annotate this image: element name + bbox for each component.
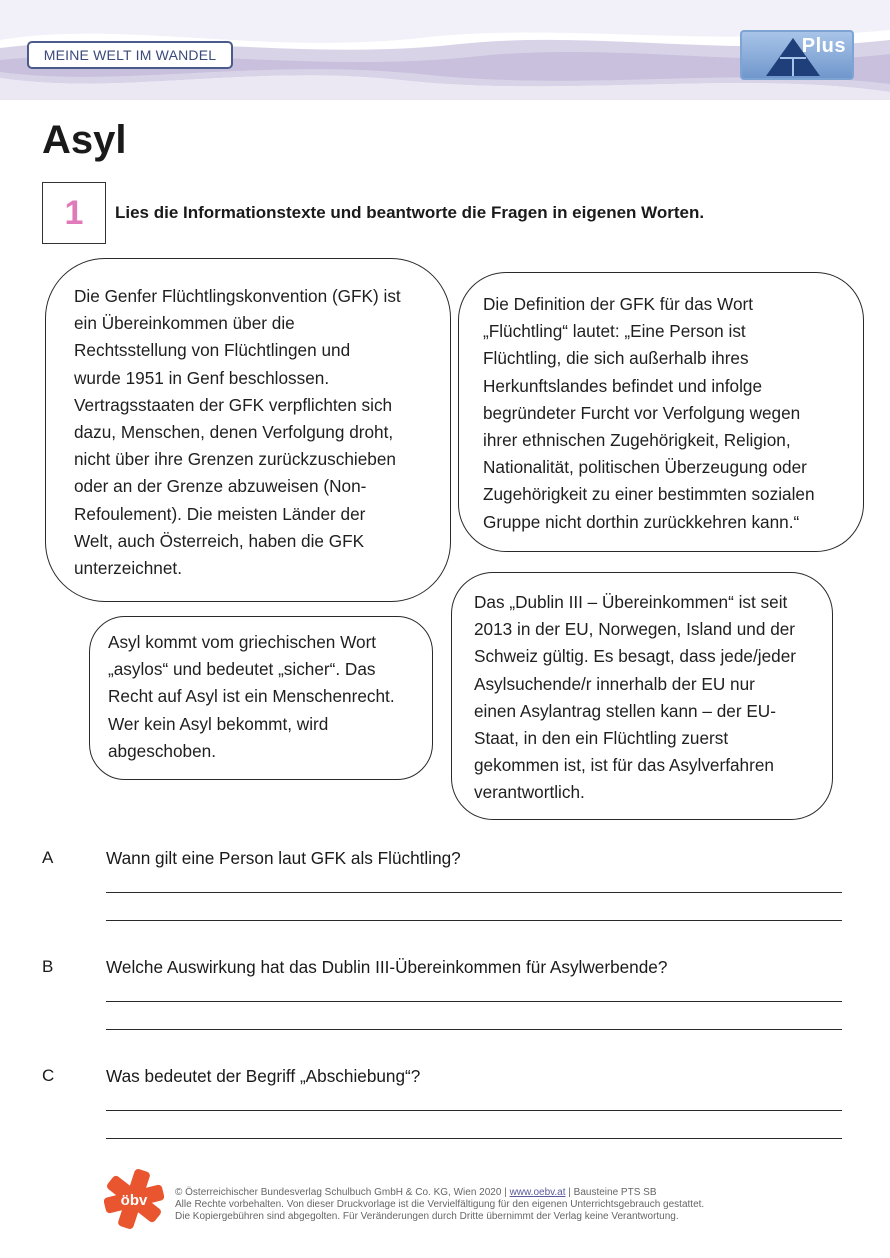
- answer-line[interactable]: [106, 920, 842, 921]
- text-line: Die Definition der GFK für das Wort: [483, 294, 754, 314]
- answer-line[interactable]: [106, 1001, 842, 1002]
- text-line: Wer kein Asyl bekommt, wird: [108, 713, 329, 734]
- series-reference: | Bausteine PTS SB: [568, 1187, 657, 1198]
- text-line: Recht auf Asyl ist ein Menschenrecht.: [108, 686, 395, 707]
- publisher-link[interactable]: www.oebv.at: [509, 1187, 566, 1198]
- text-line: Vertragsstaaten der GFK verpflichten sich: [74, 394, 393, 415]
- info-box-gfk: [45, 258, 451, 602]
- text-line: ihrer ethnischen Zugehörigkeit, Religion,: [483, 430, 791, 451]
- text-line: „Flüchtling“ lautet: „Eine Person ist: [483, 321, 746, 342]
- task-instruction: Lies die Informationstexte und beantworte die Fragen in eigenen Worten.: [115, 203, 705, 222]
- text-line: ein Übereinkommen über die: [74, 313, 295, 334]
- text-line: nicht über ihre Grenzen zurückzuschieben: [74, 449, 396, 470]
- info-box-dublin: [451, 572, 833, 820]
- text-line: Schweiz gültig. Es besagt, dass jede/jeder: [474, 646, 796, 667]
- header-banner: [0, 0, 890, 100]
- footer: [0, 1165, 890, 1245]
- question-letter: A: [42, 848, 54, 867]
- answer-line[interactable]: [106, 1029, 842, 1030]
- text-line: unterzeichnet.: [74, 558, 182, 579]
- text-line: Asyl kommt vom griechischen Wort: [108, 632, 377, 652]
- text-line: Staat, in den ein Flüchtling zuerst: [474, 728, 729, 749]
- text-line: Flüchtling, die sich außerhalb ihres: [483, 348, 749, 369]
- text-line: verantwortlich.: [474, 782, 585, 803]
- text-line: Asylsuchende/r innerhalb der EU nur: [474, 673, 755, 694]
- copyright-line-1: [175, 1187, 704, 1199]
- plus-badge: [740, 30, 854, 80]
- logo-text: öbv: [120, 1192, 148, 1209]
- info-box-asyl: [89, 616, 433, 780]
- text-line: Die Genfer Flüchtlingskonvention (GFK) ist: [74, 286, 401, 306]
- text-line: 2013 in der EU, Norwegen, Island und der: [474, 619, 796, 640]
- text-line: Das „Dublin III – Übereinkommen“ ist seit: [474, 592, 788, 612]
- text-line: gekommen ist, ist für das Asylverfahren: [474, 755, 774, 776]
- copyright-text: © Österreichischer Bundesverlag Schulbuch GmbH & Co. KG, Wien 2020 |: [175, 1187, 507, 1198]
- answer-line[interactable]: [106, 892, 842, 893]
- copyright-notice: [175, 1187, 704, 1223]
- question-letter: B: [42, 957, 54, 976]
- info-box-definition: [458, 272, 864, 552]
- answer-line[interactable]: [106, 1110, 842, 1111]
- text-line: wurde 1951 in Genf beschlossen.: [74, 367, 330, 388]
- text-line: Refoulement). Die meisten Länder der: [74, 503, 366, 524]
- text-line: oder an der Grenze abzuweisen (Non-: [74, 476, 367, 497]
- text-line: Nationalität, politischen Überzeugung oder: [483, 457, 807, 478]
- oebv-logo: [104, 1167, 164, 1231]
- plus-badge-label: Plus: [801, 35, 846, 57]
- text-line: Gruppe nicht dorthin zurückkehren kann.“: [483, 511, 800, 532]
- text-line: Rechtsstellung von Flüchtlingen und: [74, 340, 351, 361]
- copyright-line-3: Die Kopiergebühren sind abgegolten. Für Veränderungen durch Dritte übernimmt der Verlag keine Verantwortung.: [175, 1211, 679, 1222]
- text-line: abgeschoben.: [108, 740, 216, 761]
- text-line: Welt, auch Österreich, haben die GFK: [74, 530, 365, 551]
- text-line: Zugehörigkeit zu einer bestimmten sozialen: [483, 484, 815, 505]
- question-text: Was bedeutet der Begriff „Abschiebung“?: [106, 1066, 421, 1086]
- answer-line[interactable]: [106, 1138, 842, 1139]
- text-line: Herkunftslandes befindet und infolge: [483, 375, 763, 396]
- question-letter: C: [42, 1066, 55, 1085]
- text-line: dazu, Menschen, denen Verfolgung droht,: [74, 422, 394, 443]
- text-line: begründeter Furcht vor Verfolgung wegen: [483, 402, 801, 423]
- series-label: MEINE WELT IM WANDEL: [27, 41, 233, 69]
- copyright-line-2: Alle Rechte vorbehalten. Von dieser Druckvorlage ist die Vervielfältigung für den eigenen Unterrichtsgebrauch gestattet.: [175, 1199, 705, 1210]
- question-text: Welche Auswirkung hat das Dublin III-Übereinkommen für Asylwerbende?: [106, 957, 668, 977]
- question-text: Wann gilt eine Person laut GFK als Flüchtling?: [106, 848, 461, 868]
- page-title: Asyl: [42, 118, 127, 162]
- text-line: „asylos“ und bedeutet „sicher“. Das: [108, 659, 376, 680]
- task-number-box: 1: [42, 182, 106, 244]
- text-line: einen Asylantrag stellen kann – der EU-: [474, 700, 776, 721]
